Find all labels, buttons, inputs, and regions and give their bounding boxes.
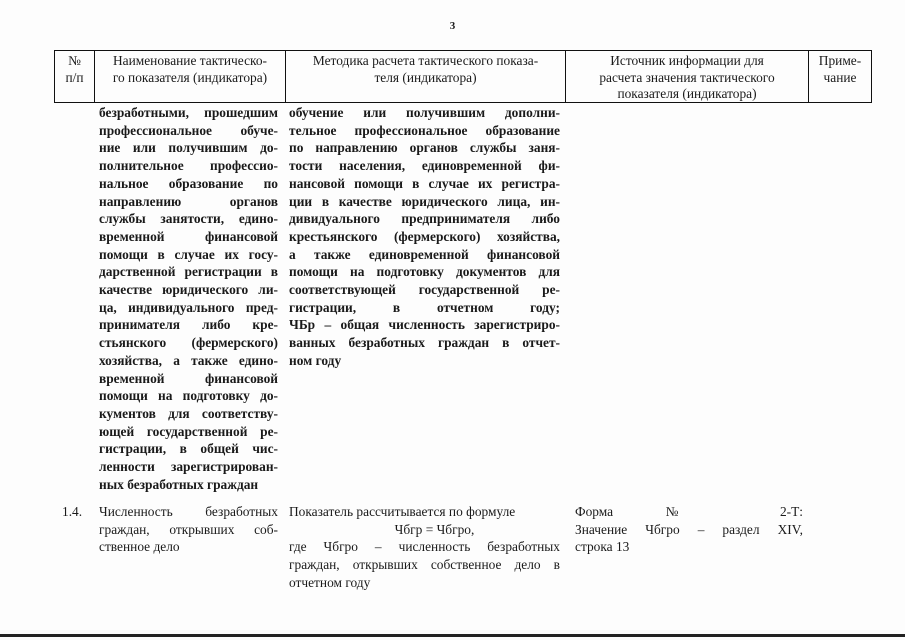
name-text-line: граждан, открывших соб-	[99, 521, 278, 537]
method-text-line: гистрации, в отчетном году;	[289, 299, 560, 315]
table-right-border	[871, 50, 872, 103]
name-text-line: принимателя либо кре-	[99, 317, 278, 333]
source-text-line: Форма № 2-Т:	[575, 504, 803, 519]
name-text-line: направлению органов	[99, 193, 278, 209]
name-text-line: стьянского (фермерского)	[99, 335, 278, 351]
method-text-line: где Чбгро – численность безработных	[289, 539, 560, 555]
source-text-line: строка 13	[575, 539, 630, 555]
method-text-line: тельное профессиональное образование	[289, 122, 560, 138]
method-text-line: отчетном году	[289, 574, 371, 590]
name-text-line: безработными, прошедшим	[99, 105, 278, 120]
method-text-line: обучение или получившим дополни-	[289, 105, 560, 120]
name-text-line: помощи в случае их госу-	[99, 246, 278, 262]
method-text-line: помощи на подготовку документов для	[289, 264, 560, 280]
method-text-line: дивидуального предпринимателя либо	[289, 211, 560, 227]
name-text-line: ца, индивидуального пред-	[99, 299, 278, 315]
method-text-line: граждан, открывших собственное дело в	[289, 557, 560, 573]
name-text-line: хозяйства, а также едино-	[99, 352, 278, 368]
row-1-4-num: 1.4.	[62, 504, 83, 519]
method-text-line: крестьянского (фермерского) хозяйства,	[289, 228, 560, 244]
method-text-line: тости населения, единовременной фи-	[289, 158, 560, 174]
row-1-4-name-cell	[99, 503, 278, 556]
name-text-line: помощи на подготовку до-	[99, 388, 278, 404]
name-text-line: дарственной регистрации в	[99, 264, 278, 280]
page-bottom-rule	[0, 634, 905, 637]
row-1-4-source-cell	[575, 503, 803, 556]
page-number: 3	[449, 20, 456, 32]
name-text-line: ющей государственной ре-	[99, 423, 278, 439]
name-text-line: службы занятости, едино-	[99, 211, 278, 227]
method-text-line: ном году	[289, 352, 342, 368]
name-text-line: Численность безработных	[99, 504, 278, 519]
row-1-4-method-cell	[289, 503, 560, 592]
name-text-line: ленности зарегистрирован-	[99, 459, 278, 475]
name-text-line: качестве юридического ли-	[99, 282, 278, 298]
header-source: Источник информации для расчета значения тактического показателя (индикатора)	[599, 53, 775, 101]
name-text-line: нальное образование по	[99, 175, 278, 191]
method-text-line: а также единовременной финансовой	[289, 246, 560, 262]
name-text-line: кументов для соответству-	[99, 405, 278, 421]
row-1-4-method-intro: Показатель рассчитывается по формуле	[289, 504, 516, 519]
name-text-line: ние или получившим до-	[99, 140, 278, 156]
name-text-line: ных безработных граждан	[99, 476, 259, 492]
method-text-line: по направлению органов службы заня-	[289, 140, 560, 156]
header-num: № п/п	[65, 53, 84, 85]
header-name: Наименование тактическо- го показателя (индикатора)	[112, 53, 268, 85]
method-text-line: нансовой помощи в случае их регистра-	[289, 175, 560, 191]
header-note: Приме- чание	[818, 53, 862, 85]
source-text-line: Значение Чбгро – раздел XIV,	[575, 521, 803, 537]
row-1-4-method-formula: Чбгр = Чбгро,	[394, 521, 475, 537]
name-text-line: полнительное профессио-	[99, 158, 278, 174]
name-text-line: временной финансовой	[99, 228, 278, 244]
table-top-border	[54, 50, 872, 51]
method-text-line: ции в качестве юридического лица, ин-	[289, 193, 560, 209]
method-text-line: ЧБр – общая численность зарегистриро-	[289, 317, 560, 333]
name-text-line: гистрации, в общей чис-	[99, 441, 278, 457]
name-text-line: временной финансовой	[99, 370, 278, 386]
method-text-line: ванных безработных граждан в отчет-	[289, 335, 560, 351]
row-1-4-method-lines	[289, 538, 560, 591]
continued-row-name-cell	[99, 104, 278, 493]
name-text-line: ственное дело	[99, 539, 180, 555]
header-method: Методика расчета тактического показа- теля (индикатора)	[312, 53, 539, 85]
method-text-line: соответствующей государственной ре-	[289, 282, 560, 298]
continued-row-method-cell	[289, 104, 560, 370]
name-text-line: профессиональное обуче-	[99, 122, 278, 138]
